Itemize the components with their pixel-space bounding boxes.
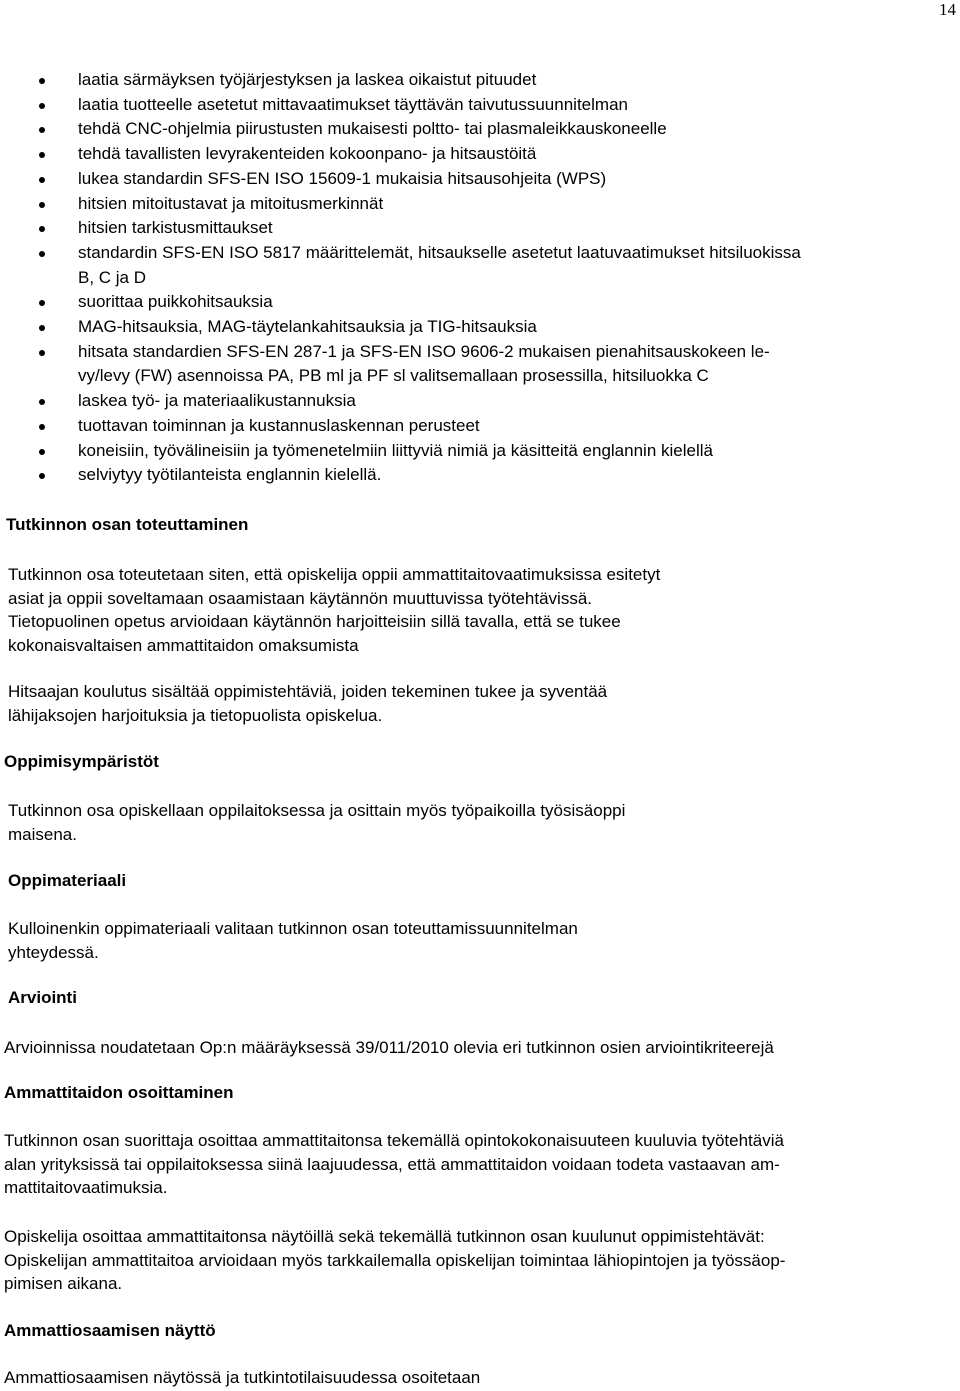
bullet-text: selviytyy työtilanteista englannin kielellä. [78,465,382,485]
bullet-dot-icon [39,399,45,405]
bullet-dot-icon [39,226,45,232]
bullet-item [0,68,960,93]
osoittaminen-paragraph-2: Opiskelija osoittaa ammattitaitonsa näytöillä sekä tekemällä tutkinnon osan kuulunut oppimistehtävät: Opiskelijan ammattitaitoa arvioidaan myös tarkkailemalla opiskelijan toimintaa lähiopintojen ja työssäop- pimisen aikana. [4,1227,786,1293]
skills-bullet-list [0,68,960,488]
ymparistot-paragraph: Tutkinnon osa opiskellaan oppilaitoksessa ja osittain myös työpaikoilla työsisäoppi maisena. [8,801,626,844]
bullet-item [0,241,960,290]
bullet-item [0,389,960,414]
bullet-item [0,192,960,217]
bullet-dot-icon [39,350,45,356]
heading-arviointi: Arviointi [8,988,77,1007]
heading-oppimateriaali: Oppimateriaali [8,871,127,890]
heading-oppimisymparistot: Oppimisympäristöt [4,752,159,771]
bullet-item [0,167,960,192]
bullet-dot-icon [39,300,45,306]
bullet-text: laskea työ- ja materiaalikustannuksia [78,391,356,411]
heading-ammattitaidon-osoittaminen: Ammattitaidon osoittaminen [4,1083,234,1102]
bullet-dot-icon [39,449,45,455]
bullet-dot-icon [39,177,45,183]
bullet-item [0,315,960,340]
page-number: 14 [939,0,956,19]
bullet-text: tuottavan toiminnan ja kustannuslaskennan perusteet [78,415,480,435]
bullet-item [0,463,960,488]
bullet-text: standardin SFS-EN ISO 5817 määrittelemät, hitsaukselle asetetut laatuvaatimukset hitsiluokissa B, C ja D [78,242,801,287]
bullet-item [0,142,960,167]
bullet-text: hitsien tarkistusmittaukset [78,218,273,238]
bullet-item [0,117,960,142]
bullet-text: laatia särmäyksen työjärjestyksen ja laskea oikaistut pituudet [78,70,537,89]
bullet-text: lukea standardin SFS-EN ISO 15609-1 mukaisia hitsausohjeita (WPS) [78,168,607,188]
materiaali-paragraph: Kulloinenkin oppimateriaali valitaan tutkinnon osan toteuttamissuunnitelman yhteydessä. [8,919,578,962]
bullet-dot-icon [39,251,45,257]
bullet-dot-icon [39,202,45,208]
bullet-text: hitsata standardien SFS-EN 287-1 ja SFS-EN ISO 9606-2 mukaisen pienahitsauskokeen le- vy/levy (FW) asennoissa PA, PB ml ja PF sl valitsemallaan prosessilla, hitsiluokka C [78,341,770,386]
bullet-dot-icon [39,127,45,133]
toteuttaminen-paragraph-2: Hitsaajan koulutus sisältää oppimistehtäviä, joiden tekeminen tukee ja syventää lähijaksojen harjoituksia ja tietopuolista opiskelua. [8,682,608,725]
arviointi-paragraph: Arvioinnissa noudatetaan Op:n määräyksessä 39/011/2010 olevia eri tutkinnon osien arviointikriteerejä [4,1038,774,1057]
naytto-paragraph: Ammattiosaamisen näytössä ja tutkintotilaisuudessa osoitetaan [4,1368,481,1387]
bullet-text: laatia tuotteelle asetetut mittavaatimukset täyttävän taivutussuunnitelman [78,94,628,114]
bullet-item [0,340,960,389]
bullet-item [0,93,960,118]
bullet-item [0,290,960,315]
bullet-item [0,414,960,439]
osoittaminen-paragraph-1: Tutkinnon osan suorittaja osoittaa ammattitaitonsa tekemällä opintokokonaisuuteen kuuluvia työtehtäviä alan yrityksissä tai oppilaitoksessa siinä laajuudessa, että ammattitaidon voidaan todeta vastaavan am- mattitaitovaatimuksia. [4,1131,784,1197]
bullet-dot-icon [39,325,45,331]
bullet-text: tehdä tavallisten levyrakenteiden kokoonpano- ja hitsaustöitä [78,144,537,164]
bullet-dot-icon [39,152,45,158]
heading-toteuttaminen: Tutkinnon osan toteuttaminen [6,515,249,534]
bullet-text: suorittaa puikkohitsauksia [78,292,273,312]
toteuttaminen-paragraph-1: Tutkinnon osa toteutetaan siten, että opiskelija oppii ammattitaitovaatimuksissa esitetyt asiat ja oppii soveltamaan osaamistaan käytännön muuttuvissa työtehtävissä. Tietopuolinen opetus arvioidaan käytännön harjoitteisiin sillä tavalla, että se tukee kokonaisvaltaisen ammattitaidon omaksumista [8,565,661,655]
bullet-text: hitsien mitoitustavat ja mitoitusmerkinnät [78,193,384,213]
bullet-dot-icon [39,473,45,479]
bullet-dot-icon [39,78,45,84]
bullet-text: tehdä CNC-ohjelmia piirustusten mukaisesti poltto- tai plasmaleikkauskoneelle [78,119,667,139]
bullet-dot-icon [39,103,45,109]
bullet-text: koneisiin, työvälineisiin ja työmenetelmiin liittyviä nimiä ja käsitteitä englannin kielellä [78,440,713,460]
heading-ammattiosaamisen-naytto: Ammattiosaamisen näyttö [4,1321,216,1340]
bullet-item [0,439,960,464]
bullet-text: MAG-hitsauksia, MAG-täytelankahitsauksia ja TIG-hitsauksia [78,317,537,337]
bullet-item [0,216,960,241]
bullet-dot-icon [39,424,45,430]
